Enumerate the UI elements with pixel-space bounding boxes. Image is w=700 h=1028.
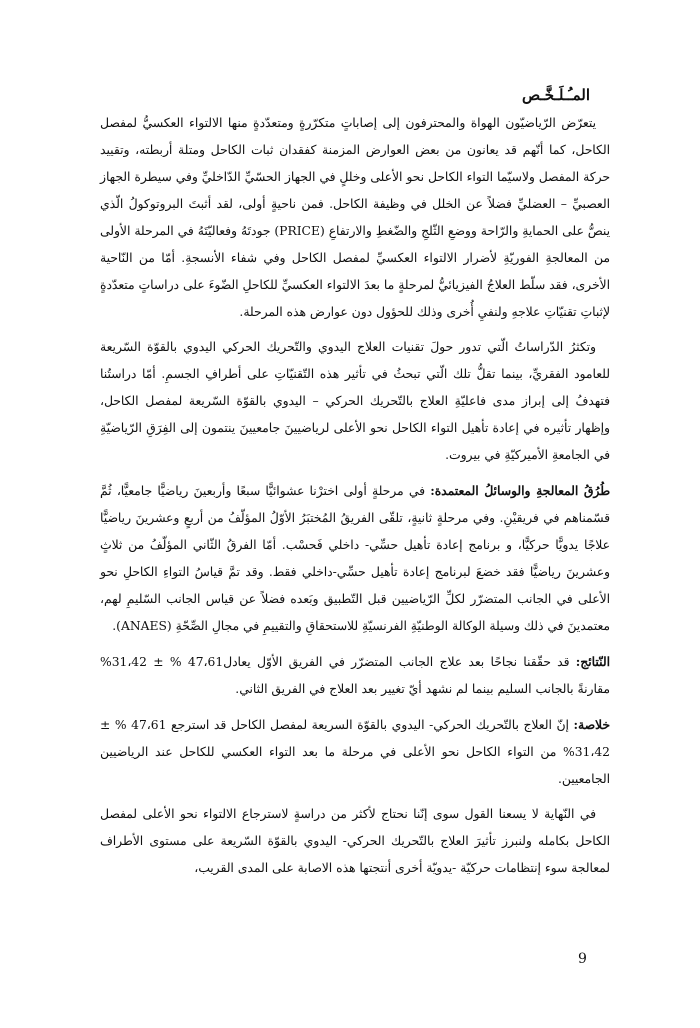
methods-label: طُرُقُ المعالجةِ والوسائلُ المعتمدة: (430, 483, 610, 498)
abstract-title: المـُـلَـخَّـص (521, 86, 590, 104)
results-text: قد حقّقنا نجاحًا بعد علاج الجانب المتضرّر في الفريق الأوّل يعادل47،61 % ± 31،42% مقارنةً بالجانب السليم بينما لم نشهد أيّ تغيير بعد العلاج في الفريق الثاني. (100, 655, 610, 696)
results-paragraph (100, 648, 610, 703)
intro-paragraph: يتعرّض الرّياضيّون الهواة والمحترفون إلى إصاباتٍ متكرّرةٍ ومتعدّدةٍ منها الالتواء العكسيُّ لمفصل الكاحل، كما أنّهم قد يعانون من بعض العوارض المزمنة كفقدان ثبات الكاحل ومتلة أربطته، وتقييد حركة المفصل ولاسيّما التواء الكاحل نحو الأعلى وخللٍ في الجهاز الحسّيِّ الدّاخليِّ وفي سيطرة الجهاز العصبيِّ – العضليِّ فضلاً عن الخلل في وظيفة الكاحل. فمن ناحيةٍ أولى، لقد أثبتَ البروتوكولُ الّذي ينصُّ على الحمايةِ والرّاحة ووضعِ الثّلجِ والضّغطِ والارتفاعِ (PRICE) جودتَهُ وفعاليّتَهُ في المرحلة الأولى من المعالجةِ الفوريّةِ لأضرار الالتواء العكسيِّ لمفصل الكاحل وفي شفاء الأنسجةِ. أمّا من النّاحية الأخرى، فقد سلّط العلاجُ الفيزيائيُّ لمرحلةٍ ما بعدَ الالتواء العكسيِّ للكاحلِ الضّوءَ على دراساتٍ متعدّدةٍ لإثباتِ تقنيّاتِ علاجهِ ولنفيِ أُخرى وذلك للحؤول دون عوارض هذه المرحلة. (100, 116, 610, 319)
methods-paragraph (100, 477, 610, 640)
methods-text: في مرحلةٍ أولى اخترْنا عشوائيًّا سبعًا وأربعينَ رياضيًّا جامعيًّا، ثُمَّ قسّمناهم في فريقيْنِ. وفي مرحلةٍ ثانيةٍ، تلقّى الفريقُ المُختبَرُ الأوّلُ المؤلّفُ من أربعٍ وعشرينَ رياضيًّا علاجًا يدويًّا حركيًّا، و برنامج إعادة تأهيل حسِّي- داخلي فَحسْب. أمّا الفرقُ الثّاني المؤلّفُ من ثلاثٍ وعشرينَ رياضيًّا فقد خضعَ لبرنامج إعادة تأهيل حسِّي-داخلي فقط. وقد تمَّ قياسُ التواءِ الكاحلِ نحو الأعلى في الجانب المتضرّر لكلِّ الرّياضيين قبل التّطبيق وبَعده فضلاً عن قياس الجانب السّليمِ لهم، معتمدينَ في ذلك وسيلة الوكالة الوطنيّةِ الفرنسيّةِ للاستحقاقِ والتقييمِ في مجالِ الصِّحّةِ (ANAES). (100, 484, 610, 633)
results-label: النّتائج: (575, 654, 610, 669)
objective-paragraph: وتكثرُ الدّراساتُ الّتي تدور حولَ تقنيات العلاج اليدوي والتّحريك الحركي اليدوي بالقوّة السّريعة للعامود الفقريِّ، بينما تقلُّ تلك الّتي تبحثُ في تأثير هذه التّقنيّاتِ على أطرافِ الجسمِ. أمّا دراستُنا فتهدفُ إلى إبراز مدى فاعليّةِ العلاج بالتّحريك الحركي – اليدوي بالقوّة السّريعة لمفصل الكاحل، وإظهار تأثيره في إعادة تأهيل التواء الكاحل نحو الأعلى لرياضيينَ جامعيينَ ينتمون إلى الفِرَقِ الرّياضيّةِ في الجامعةِ الأميركيّةِ في بيروت. (100, 340, 610, 462)
page-number: 9 (578, 951, 587, 967)
abstract-page (100, 86, 610, 890)
final-paragraph: في النّهاية لا يسعنا القول سوى إنّنا نحتاج لأكثر من دراسةٍ لاسترجاع الالتواء نحو الأعلى لمفصل الكاحل بكامله ولنبرز تأثيرَ العلاج بالتّحريك الحركي- اليدوي بالقوّة السّريعة على مستوى الأطراف لمعالجة سوء إنتظامات حركيّة -يدويّة أخرى أنتجتها هذه الاصابة على المدى القريب، (100, 807, 610, 875)
conclusion-paragraph (100, 711, 610, 793)
conclusion-text: إنّ العلاج بالتّحريك الحركي- اليدوي بالقوّة السريعة لمفصل الكاحل قد استرجع 47،61 % ± 31،42% من التواء الكاحل نحو الأعلى في مرحلة ما بعد التواء العكسي للكاحل عند الرياضيين الجامعيين. (100, 718, 610, 786)
conclusion-label: خلاصة: (573, 717, 610, 732)
